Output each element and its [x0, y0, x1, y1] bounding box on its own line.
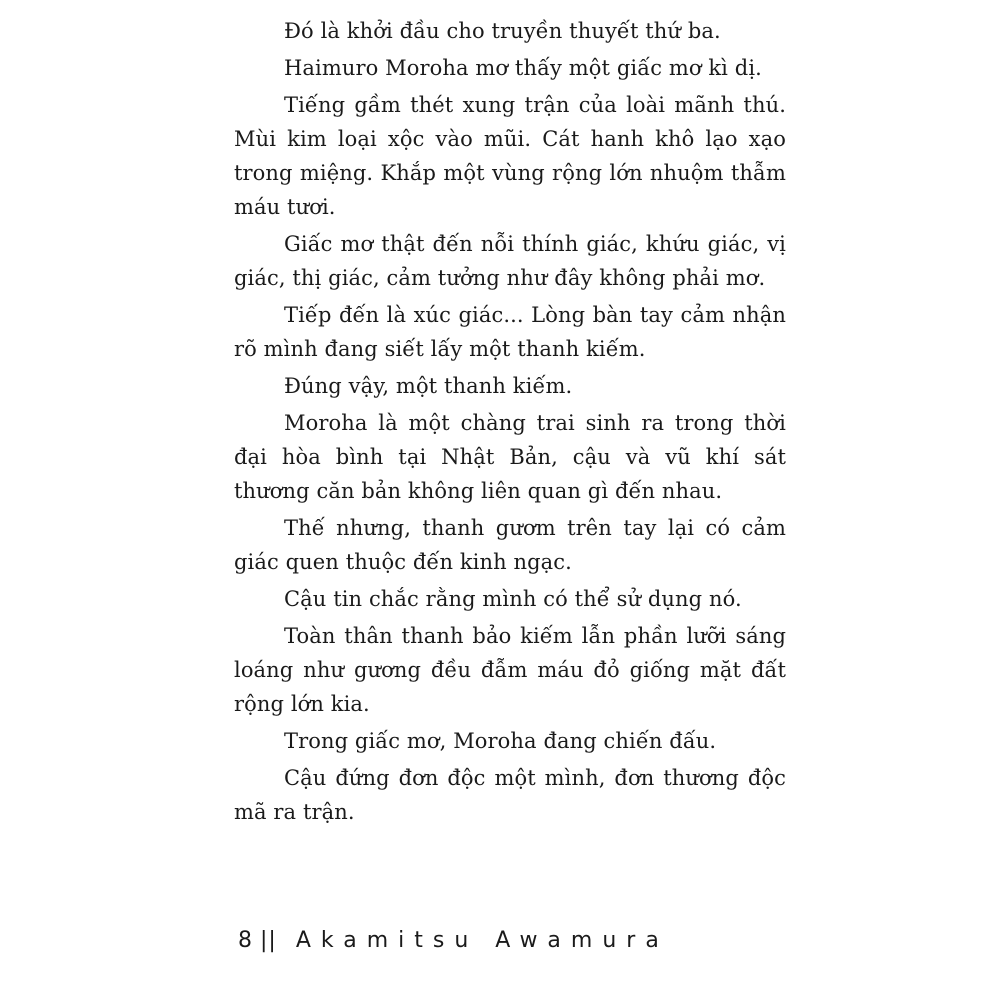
- book-page-body: [234, 14, 786, 974]
- paragraph: Tiếp đến là xúc giác... Lòng bàn tay cảm nhận rõ mình đang siết lấy một thanh kiếm.: [234, 303, 786, 361]
- paragraph: Giấc mơ thật đến nỗi thính giác, khứu giác, vị giác, thị giác, cảm tưởng như đây không phải mơ.: [234, 232, 786, 290]
- paragraph: Moroha là một chàng trai sinh ra trong thời đại hòa bình tại Nhật Bản, cậu và vũ khí sát thương căn bản không liên quan gì đến nhau.: [234, 411, 786, 503]
- page-footer: [238, 928, 669, 953]
- page-number: 8: [238, 928, 253, 953]
- paragraph: Thế nhưng, thanh gươm trên tay lại có cảm giác quen thuộc đến kinh ngạc.: [234, 516, 786, 574]
- paragraph: Đúng vậy, một thanh kiếm.: [284, 374, 573, 398]
- paragraph: Cậu tin chắc rằng mình có thể sử dụng nó.: [284, 587, 742, 611]
- paragraph: Cậu đứng đơn độc một mình, đơn thương độc mã ra trận.: [234, 766, 786, 824]
- paragraph: Haimuro Moroha mơ thấy một giấc mơ kì dị.: [284, 56, 762, 80]
- paragraph: Toàn thân thanh bảo kiếm lẫn phần lưỡi sáng loáng như gương đều đẫm máu đỏ giống mặt đất rộng lớn kia.: [234, 624, 786, 716]
- author-name: Akamitsu Awamura: [295, 928, 669, 953]
- footer-separator: ||: [260, 928, 277, 953]
- paragraph: Đó là khởi đầu cho truyền thuyết thứ ba.: [284, 19, 721, 43]
- paragraph: Tiếng gầm thét xung trận của loài mãnh thú. Mùi kim loại xộc vào mũi. Cát hanh khô lạo xạo trong miệng. Khắp một vùng rộng lớn nhuộm thẫm máu tươi.: [234, 93, 786, 219]
- paragraph: Trong giấc mơ, Moroha đang chiến đấu.: [284, 729, 717, 753]
